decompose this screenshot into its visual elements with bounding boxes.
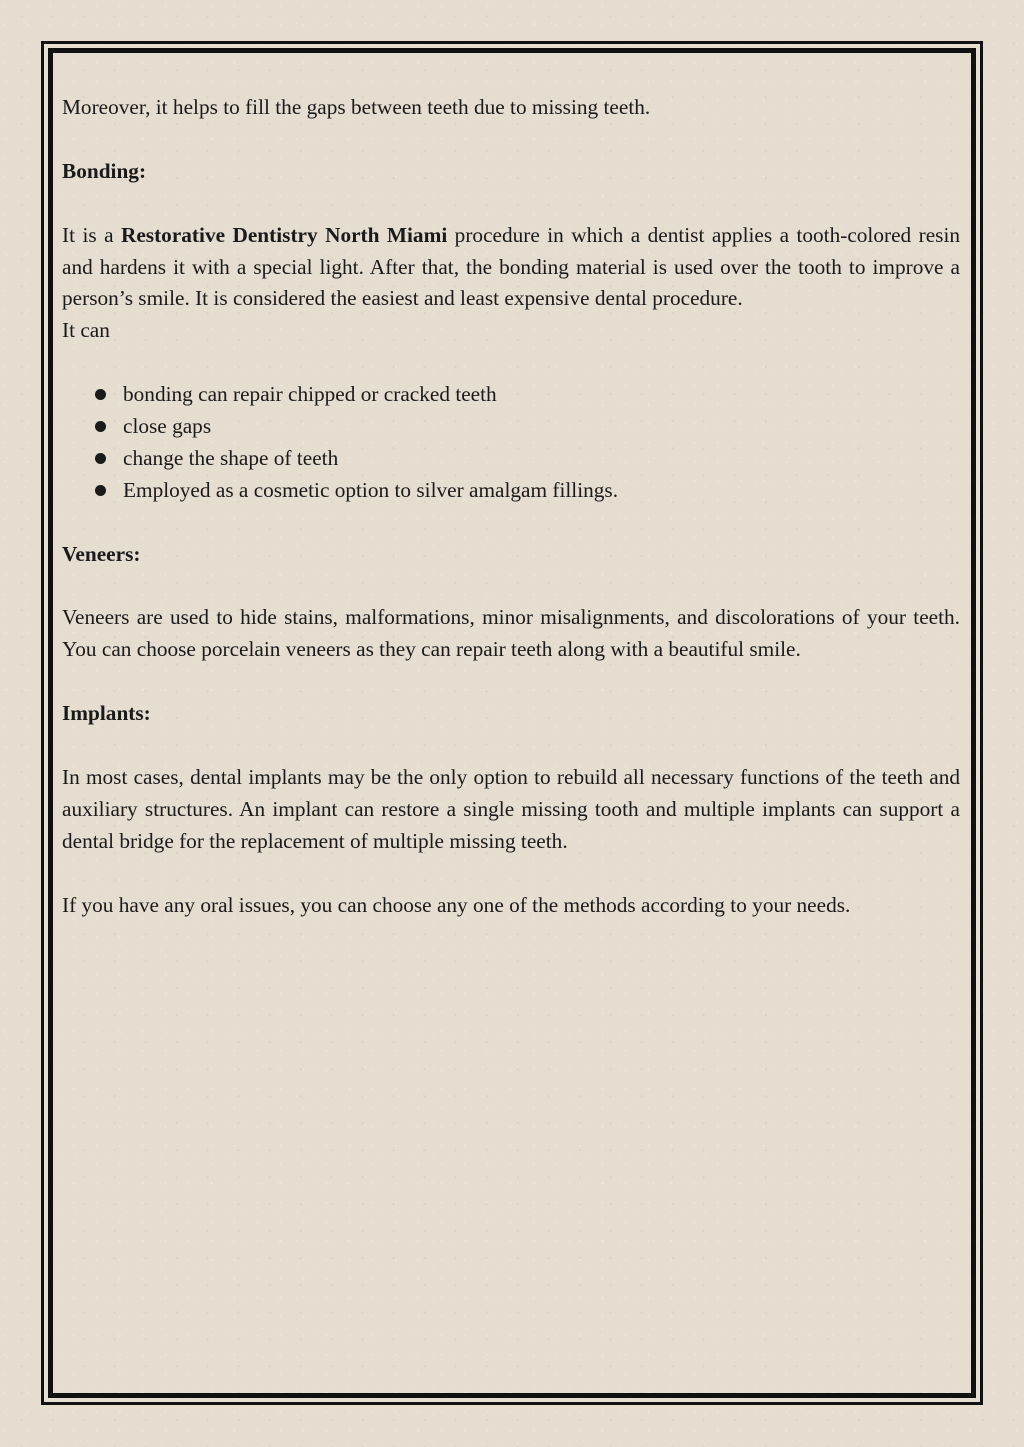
list-item [62,411,960,443]
list-item-text: Employed as a cosmetic option to silver amalgam fillings. [123,477,619,502]
spacer [62,571,960,603]
bullet-icon [95,421,106,432]
bonding-paragraph-rest: procedure in which a dentist applies a tooth-colored resin and hardens it with a special light. After that, the bonding material is used over the tooth to improve a person’s smile. It is considered the easiest and least expensive dental procedure. [62,222,961,311]
veneers-heading: Veneers: [62,541,141,566]
bullet-icon [95,389,106,400]
spacer [62,730,960,762]
spacer [62,858,960,890]
bonding-heading: Bonding: [62,158,147,183]
implants-heading: Implants: [62,701,151,726]
list-item-text: bonding can repair chipped or cracked teeth [123,382,497,407]
spacer [62,124,960,156]
bonding-benefits-list [62,379,960,507]
document-body [62,92,960,921]
bonding-paragraph-start: It is a [62,222,121,247]
restorative-dentistry-link-text: Restorative Dentistry North Miami [120,222,448,247]
veneers-paragraph: Veneers are used to hide stains, malformations, minor misalignments, and discolorations of your teeth. You can choose porcelain veneers as they can repair teeth along with a beautiful smile. [62,605,960,662]
list-item-text: close gaps [123,414,212,439]
bonding-paragraph [62,220,960,316]
implants-paragraph: In most cases, dental implants may be the only option to rebuild all necessary functions of the teeth and auxiliary structures. An implant can restore a single missing tooth and multiple implants can support a dental bridge for the replacement of multiple missing teeth. [62,764,960,853]
closing-paragraph: If you have any oral issues, you can choose any one of the methods according to your needs. [62,892,851,917]
bonding-lead-in: It can [62,318,110,343]
list-item-text: change the shape of teeth [123,445,339,470]
spacer [62,347,960,379]
bullet-icon [95,453,106,464]
spacer [62,666,960,698]
list-item [62,475,960,507]
intro-paragraph: Moreover, it helps to fill the gaps between teeth due to missing teeth. [62,95,651,119]
bullet-icon [95,485,106,496]
list-item [62,379,960,411]
spacer [62,188,960,220]
list-item [62,443,960,475]
spacer [62,507,960,539]
